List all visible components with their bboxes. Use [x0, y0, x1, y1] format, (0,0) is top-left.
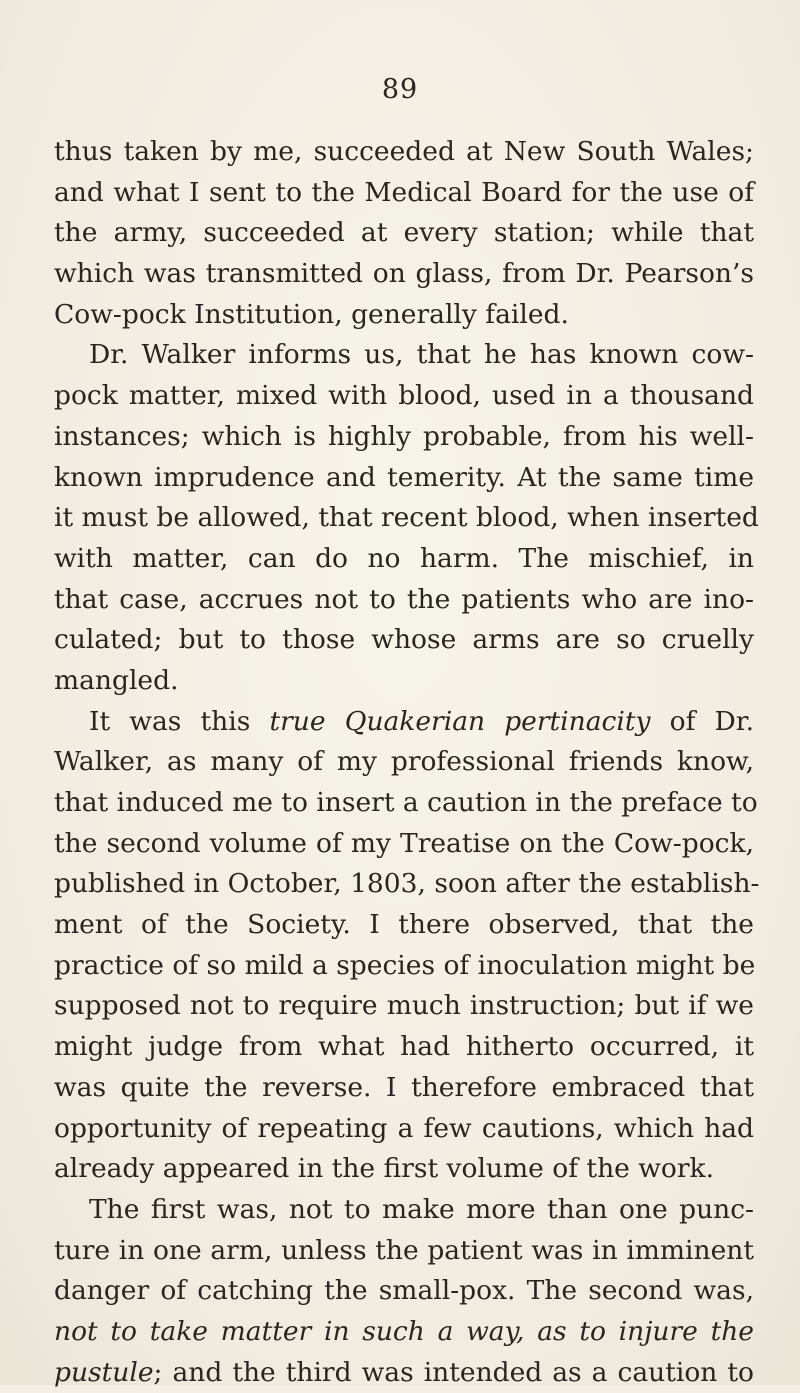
text-line: mangled. [54, 664, 179, 696]
text-line: The first was, not to make more than one punc- [89, 1193, 754, 1225]
text-line: and what I sent to the Medical Board for the use of [54, 176, 754, 208]
text-line: not to take matter in such a way, as to injure the [54, 1315, 754, 1347]
text-line: that case, accrues not to the patients who are ino- [54, 583, 754, 615]
text-line: opportunity of repeating a few cautions, which had [54, 1112, 754, 1144]
text-line: Cow-pock Institution, generally failed. [54, 298, 569, 330]
text-line: known imprudence and temerity. At the same time [54, 461, 754, 493]
text-line: already appeared in the first volume of the work. [54, 1153, 715, 1185]
text-line: ture in one arm, unless the patient was in imminent [54, 1234, 754, 1266]
body-text [54, 132, 760, 1393]
text-line: ment of the Society. I there observed, that the [54, 909, 754, 941]
text-line: which was transmitted on glass, from Dr. Pearson’s [54, 258, 754, 290]
text-line: with matter, can do no harm. The mischief, in [54, 542, 754, 574]
text-line: Walker, as many of my professional friends know, [54, 746, 754, 778]
text-line: thus taken by me, succeeded at New South Wales; [54, 136, 754, 167]
text-run: It was this [89, 705, 270, 737]
text-line: the army, succeeded at every station; while that [54, 217, 754, 249]
text-line: pock matter, mixed with blood, used in a thousand [54, 380, 754, 412]
text-line [54, 1353, 754, 1393]
text-line: the second volume of my Treatise on the Cow-pock, [54, 827, 754, 859]
text-line: Dr. Walker informs us, that he has known cow- [89, 339, 754, 371]
text-line: was quite the reverse. I therefore embraced that [54, 1071, 754, 1103]
text-line: culated; but to those whose arms are so cruelly [54, 624, 754, 656]
text-line: that induced me to insert a caution in the preface to [54, 787, 758, 818]
italic-phrase: true Quakerian pertinacity [269, 705, 651, 737]
text-line: danger of catching the small-pox. The second was, [54, 1275, 754, 1307]
text-line: published in October, 1803, soon after the establish- [54, 868, 760, 900]
text-line: might judge from what had hitherto occurred, it [54, 1031, 754, 1063]
text-run: ; and the third was intended as a caution to [153, 1356, 754, 1388]
text-line: supposed not to require much instruction; but if we [54, 990, 754, 1022]
text-line [54, 702, 754, 743]
text-line: practice of so mild a species of inoculation might be [54, 949, 756, 981]
italic-phrase: pustule [54, 1356, 154, 1388]
page-number: 89 [381, 74, 419, 105]
text-line: it must be allowed, that recent blood, when inserted [54, 502, 759, 534]
text-run: of Dr. [650, 705, 754, 737]
text-line: instances; which is highly probable, from his well- [54, 420, 754, 452]
